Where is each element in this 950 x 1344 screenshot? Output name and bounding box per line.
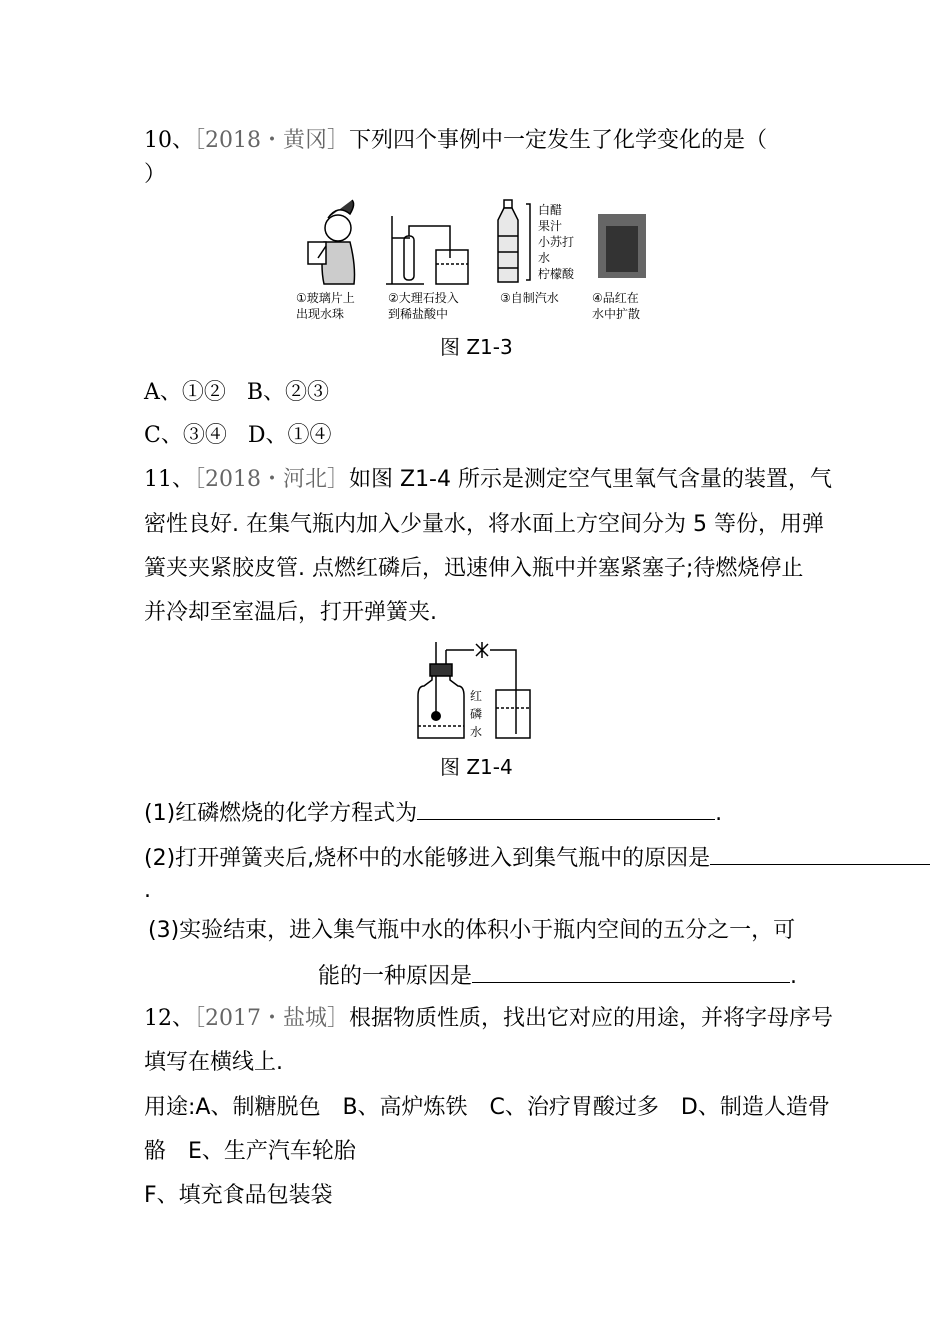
bottle-label-baking-soda: 小苏打 bbox=[538, 235, 575, 249]
q10-stem: 下列四个事例中一定发生了化学变化的是（ bbox=[349, 128, 768, 153]
q10-options-row1 bbox=[144, 378, 329, 408]
fig-caption-2 bbox=[388, 290, 459, 322]
q10-source: ［2018・黄冈］ bbox=[194, 128, 349, 153]
q12-stem-line2: 填写在横线上. bbox=[144, 1050, 283, 1075]
label-water: 水 bbox=[470, 725, 483, 739]
q11-sub1-end: . bbox=[715, 801, 723, 826]
q10-stem-line bbox=[144, 126, 767, 156]
option-d: D、①④ bbox=[247, 423, 332, 448]
q11-source: ［2018・河北］ bbox=[194, 467, 349, 492]
q12-stem-line1 bbox=[144, 1004, 833, 1034]
q12-number: 12、 bbox=[144, 1006, 194, 1031]
soda-bottle bbox=[498, 200, 530, 282]
q11-number: 11、 bbox=[144, 467, 194, 492]
label-phosphorus: 磷 bbox=[470, 707, 483, 721]
q11-sub3-end: . bbox=[790, 964, 798, 989]
q11-stem-line3: 簧夹夹紧胶皮管. 点燃红磷后，迅速伸入瓶中并塞紧塞子;待燃烧停止 bbox=[144, 556, 804, 581]
fig-caption-2-line1: ②大理石投入 bbox=[388, 291, 459, 305]
q11-sub3-text: 能的一种原因是 bbox=[318, 964, 473, 989]
q11-sub1-text: (1)红磷燃烧的化学方程式为 bbox=[144, 801, 418, 826]
option-b: B、②③ bbox=[246, 380, 330, 405]
q10-number: 10、 bbox=[144, 128, 194, 153]
bottle-label-juice: 果汁 bbox=[538, 219, 563, 233]
figure-z1-3-title: 图 Z1-3 bbox=[440, 335, 513, 359]
q12-uses-line3: F、填充食品包装袋 bbox=[144, 1183, 333, 1208]
fig-caption-1-line1: ①玻璃片上 bbox=[296, 291, 355, 305]
figure-z1-4-title: 图 Z1-4 bbox=[440, 755, 513, 779]
bottle-label-water: 水 bbox=[538, 251, 551, 265]
girl-illustration bbox=[308, 200, 355, 284]
q11-stem-l1: 如图 Z1-4 所示是测定空气里氧气含量的装置，气 bbox=[349, 467, 832, 492]
fig-caption-1-line2: 出现水珠 bbox=[296, 307, 345, 321]
q11-sub3-line1: (3)实验结束，进入集气瓶中水的体积小于瓶内空间的五分之一，可 bbox=[148, 918, 796, 943]
q11-sub2-text: (2)打开弹簧夹后,烧杯中的水能够进入到集气瓶中的原因是 bbox=[144, 846, 711, 871]
fig-caption-3-line1: ③自制汽水 bbox=[500, 291, 559, 305]
marble-apparatus bbox=[386, 216, 468, 284]
option-a: A、①② bbox=[144, 380, 226, 405]
q11-sub2-end: . bbox=[144, 878, 151, 903]
beaker-contents bbox=[606, 226, 638, 272]
fig-caption-1 bbox=[296, 290, 355, 322]
q11-stem-line4: 并冷却至室温后，打开弹簧夹. bbox=[144, 600, 437, 625]
fig-caption-3 bbox=[500, 290, 559, 306]
bottle-label-vinegar: 白醋 bbox=[538, 203, 563, 217]
label-red: 红 bbox=[470, 689, 483, 703]
fig-caption-2-line2: 到稀盐酸中 bbox=[388, 307, 449, 321]
q11-stem-line1 bbox=[144, 465, 832, 495]
q11-sub1-answer-blank[interactable] bbox=[417, 797, 715, 820]
q11-sub3-answer-blank[interactable] bbox=[472, 960, 790, 983]
q11-sub2-answer-blank[interactable] bbox=[710, 842, 930, 865]
q11-sub3-line2 bbox=[318, 960, 797, 992]
fig-caption-4-line1: ④品红在 bbox=[592, 291, 639, 305]
q12-source: ［2017・盐城］ bbox=[194, 1006, 349, 1031]
fig-caption-4 bbox=[592, 290, 640, 322]
bottle-label-citric-acid: 柠檬酸 bbox=[538, 267, 575, 281]
q11-stem-line2: 密性良好. 在集气瓶内加入少量水，将水面上方空间分为 5 等份，用弹 bbox=[144, 512, 824, 537]
q12-stem-l1: 根据物质性质，找出它对应的用途，并将字母序号 bbox=[349, 1006, 834, 1031]
fig-caption-4-line2: 水中扩散 bbox=[592, 307, 641, 321]
option-c: C、③④ bbox=[144, 423, 227, 448]
q12-uses-line2: 骼 E、生产汽车轮胎 bbox=[144, 1139, 356, 1164]
q11-sub2 bbox=[144, 842, 930, 874]
q11-sub1 bbox=[144, 797, 722, 829]
q10-paren-close: ） bbox=[144, 162, 167, 187]
q10-options-row2 bbox=[144, 421, 331, 451]
figure-z1-3 bbox=[290, 196, 670, 296]
q12-uses-line1: 用途:A、制糖脱色 B、高炉炼铁 C、治疗胃酸过多 D、制造人造骨 bbox=[144, 1095, 830, 1120]
